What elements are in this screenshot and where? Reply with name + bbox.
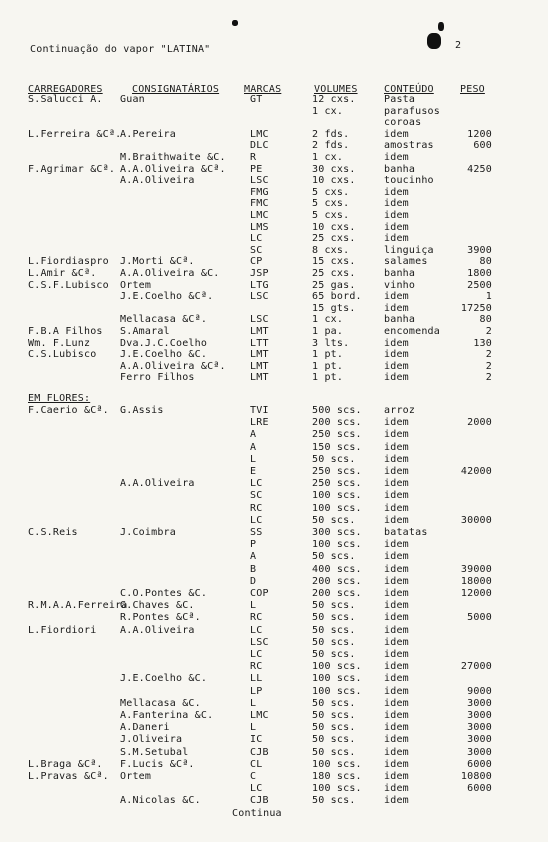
weight-cell: 2 [485,360,492,372]
volume-cell: 50 scs. [312,710,356,721]
volume-cell: 100 scs. [312,673,362,685]
volume-cell: 100 scs. [312,783,362,795]
content-cell: idem [384,372,409,384]
volume-cell: 65 bord. [312,291,362,303]
mark-cell: LC [250,514,263,526]
mark-cell: LL [250,673,263,685]
consignee-cell: J.E.Coelho &Cª. [120,291,214,303]
weight-cell: 3000 [467,746,492,758]
volume-cell: 50 scs. [312,734,356,746]
mark-cell: LRE [250,417,269,429]
content-cell: idem [384,233,409,245]
mark-cell: LSC [250,314,269,326]
mark-cell: RC [250,661,263,673]
mark-cell: JSP [250,268,269,279]
volume-cell: 15 cxs. [312,256,356,268]
volume-cell: 50 scs. [312,697,356,709]
consignee-cell: M.Braithwaite &C. [120,152,226,163]
volume-cell: 25 gas. [312,279,356,291]
page-number: 2 [455,40,462,51]
content-cell: idem [384,466,409,477]
content-cell: parafusos [384,105,440,117]
weight-cell: 2 [485,349,492,361]
header-volumes: VOLUMES [314,84,358,95]
content-cell: idem [384,441,409,453]
mark-cell: A [250,429,257,441]
consignee-cell: A.Pereira [120,128,176,140]
mark-cell: TVI [250,405,269,416]
content-cell: idem [384,221,409,233]
volume-cell: 50 scs. [312,795,356,807]
content-cell: idem [384,490,409,502]
volume-cell: 1 cx. [312,314,344,326]
content-cell: idem [384,685,409,697]
shipper-cell: F.B.A Filhos [28,326,103,337]
content-cell: idem [384,588,409,599]
mark-cell: SS [250,527,263,538]
content-cell: idem [384,722,409,734]
weight-cell: 80 [479,256,492,268]
consignee-cell: C.O.Pontes &C. [120,588,208,599]
content-cell: idem [384,186,409,198]
content-cell: idem [384,198,409,210]
consignee-cell: Guan [120,94,145,105]
header-marcas: MARCAS [244,84,282,95]
shipper-cell: L.Fiordiori [28,624,97,636]
mark-cell: CJB [250,746,269,758]
footer-continua: Continua [232,808,282,819]
weight-cell: 3000 [467,710,492,721]
consignee-cell: F.Lucis &Cª. [120,758,195,770]
shipper-cell: S.Salucci A. [28,94,103,105]
volume-cell: 1 pt. [312,360,344,372]
weight-cell: 6000 [467,783,492,795]
shipper-cell: L.Braga &Cª. [28,758,103,770]
mark-cell: E [250,466,257,477]
volume-cell: 50 scs. [312,722,356,734]
volume-cell: 2 fds. [312,140,350,152]
content-cell: idem [384,349,409,361]
mark-cell: LMC [250,710,269,721]
content-cell: banha [384,268,416,279]
mark-cell: LMT [250,360,269,372]
content-cell: idem [384,624,409,636]
consignee-cell: Mellacasa &Cª. [120,314,208,326]
ink-blot [427,33,441,49]
content-cell: idem [384,210,409,221]
volume-cell: 50 scs. [312,514,356,526]
consignee-cell: A.A.Oliveira &Cª. [120,163,226,175]
mark-cell: LC [250,478,263,490]
shipper-cell: L.Fiordiaspro [28,256,109,268]
mark-cell: LP [250,685,263,697]
shipper-cell: C.S.F.Lubisco [28,279,109,291]
mark-cell: LMS [250,221,269,233]
volume-cell: 300 scs. [312,527,362,538]
header-consignatarios: CONSIGNATÁRIOS [132,84,220,95]
content-cell: linguiça [384,244,434,256]
mark-cell: LSC [250,636,269,648]
weight-cell: 80 [479,314,492,326]
weight-cell: 2000 [467,417,492,429]
content-cell: idem [384,697,409,709]
consignee-cell: A.Nicolas &C. [120,795,201,807]
content-cell: idem [384,291,409,303]
weight-cell: 18000 [460,575,492,587]
mark-cell: D [250,575,257,587]
weight-cell: 600 [473,140,492,152]
content-cell: idem [384,795,409,807]
consignee-cell: Dva.J.C.Coelho [120,337,208,349]
mark-cell: LTG [250,279,269,291]
content-cell: idem [384,502,409,514]
volume-cell: 100 scs. [312,502,362,514]
mark-cell: LC [250,649,263,660]
content-cell: idem [384,563,409,575]
weight-cell: 2 [485,326,492,337]
mark-cell: IC [250,734,263,746]
mark-cell: R [250,152,257,163]
volume-cell: 3 lts. [312,337,350,349]
weight-cell: 9000 [467,685,492,697]
volume-cell: 15 gts. [312,302,356,314]
weight-cell: 17250 [460,302,492,314]
volume-cell: 10 cxs. [312,221,356,233]
weight-cell: 130 [473,337,492,349]
content-cell: idem [384,337,409,349]
volume-cell: 100 scs. [312,758,362,770]
volume-cell: 200 scs. [312,417,362,429]
content-cell: arroz [384,405,416,416]
volume-cell: 5 cxs. [312,210,350,221]
content-cell: idem [384,636,409,648]
mark-cell: L [250,600,257,612]
weight-cell: 2500 [467,279,492,291]
mark-cell: CJB [250,795,269,807]
mark-cell: L [250,722,257,734]
weight-cell: 42000 [460,466,492,477]
content-cell: idem [384,746,409,758]
content-cell: idem [384,539,409,551]
content-cell: Pasta [384,94,416,105]
weight-cell: 6000 [467,758,492,770]
volume-cell: 250 scs. [312,478,362,490]
volume-cell: 100 scs. [312,661,362,673]
mark-cell: LTT [250,337,269,349]
volume-cell: 25 cxs. [312,233,356,245]
section-label: EM FLORES: [28,393,91,404]
content-cell: idem [384,612,409,624]
content-cell: idem [384,673,409,685]
weight-cell: 39000 [460,563,492,575]
volume-cell: 1 pa. [312,326,344,337]
consignee-cell: G.Assis [120,405,164,416]
volume-cell: 50 scs. [312,551,356,563]
header-conteudo: CONTEÚDO [384,84,434,95]
mark-cell: LSC [250,291,269,303]
mark-cell: GT [250,94,263,105]
volume-cell: 200 scs. [312,588,362,599]
content-cell: idem [384,360,409,372]
content-cell: banha [384,163,416,175]
content-cell: coroas [384,117,422,129]
mark-cell: SC [250,244,263,256]
content-cell: amostras [384,140,434,152]
volume-cell: 100 scs. [312,539,362,551]
volume-cell: 250 scs. [312,429,362,441]
shipper-cell: F.Agrimar &Cª. [28,163,116,175]
weight-cell: 1800 [467,268,492,279]
shipper-cell: R.M.A.A.Ferreira [28,600,128,612]
mark-cell: LC [250,233,263,245]
mark-cell: LMT [250,349,269,361]
mark-cell: P [250,539,257,551]
consignee-cell: J.Coimbra [120,527,176,538]
header-carregadores: CARREGADORES [28,84,103,95]
weight-cell: 30000 [460,514,492,526]
content-cell: idem [384,478,409,490]
volume-cell: 50 scs. [312,746,356,758]
mark-cell: L [250,453,257,465]
volume-cell: 30 cxs. [312,163,356,175]
shipper-cell: Wm. F.Lunz [28,337,91,349]
mark-cell: LC [250,624,263,636]
weight-cell: 10800 [460,771,492,782]
volume-cell: 150 scs. [312,441,362,453]
consignee-cell: A.A.Oliveira &C. [120,268,220,279]
volume-cell: 50 scs. [312,624,356,636]
weight-cell: 3900 [467,244,492,256]
volume-cell: 50 scs. [312,453,356,465]
weight-cell: 27000 [460,661,492,673]
consignee-cell: S.M.Setubal [120,746,189,758]
shipper-cell: L.Ferreira &Cª. [28,128,122,140]
volume-cell: 1 pt. [312,349,344,361]
mark-cell: PE [250,163,263,175]
weight-cell: 1200 [467,128,492,140]
volume-cell: 1 pt. [312,372,344,384]
consignee-cell: A.A.Oliveira &Cª. [120,360,226,372]
content-cell: idem [384,514,409,526]
mark-cell: SC [250,490,263,502]
volume-cell: 1 cx. [312,105,344,117]
page-title: Continuação do vapor "LATINA" [30,44,211,55]
volume-cell: 5 cxs. [312,198,350,210]
mark-cell: LMC [250,128,269,140]
content-cell: idem [384,661,409,673]
consignee-cell: G.Chaves &C. [120,600,195,612]
weight-cell: 2 [485,372,492,384]
mark-cell: DLC [250,140,269,152]
content-cell: idem [384,551,409,563]
mark-cell: CP [250,256,263,268]
content-cell: idem [384,758,409,770]
content-cell: idem [384,649,409,660]
consignee-cell: R.Pontes &Cª. [120,612,201,624]
content-cell: idem [384,575,409,587]
volume-cell: 100 scs. [312,685,362,697]
content-cell: idem [384,600,409,612]
consignee-cell: Ferro Filhos [120,372,195,384]
mark-cell: L [250,697,257,709]
mark-cell: FMC [250,198,269,210]
shipper-cell: C.S.Lubisco [28,349,97,361]
volume-cell: 100 scs. [312,490,362,502]
weight-cell: 12000 [460,588,492,599]
content-cell: idem [384,152,409,163]
content-cell: idem [384,734,409,746]
consignee-cell: A.A.Oliveira [120,478,195,490]
content-cell: salames [384,256,428,268]
ink-blot [438,22,444,31]
content-cell: idem [384,417,409,429]
weight-cell: 5000 [467,612,492,624]
mark-cell: FMG [250,186,269,198]
consignee-cell: A.Fanterina &C. [120,710,214,721]
shipper-cell: L.Pravas &Cª. [28,771,109,782]
mark-cell: C [250,771,257,782]
volume-cell: 50 scs. [312,636,356,648]
content-cell: idem [384,710,409,721]
consignee-cell: A.Daneri [120,722,170,734]
shipper-cell: C.S.Reis [28,527,78,538]
mark-cell: RC [250,612,263,624]
volume-cell: 200 scs. [312,575,362,587]
content-cell: toucinho [384,175,434,187]
volume-cell: 12 cxs. [312,94,356,105]
volume-cell: 50 scs. [312,600,356,612]
mark-cell: LSC [250,175,269,187]
consignee-cell: A.A.Oliveira [120,175,195,187]
volume-cell: 180 scs. [312,771,362,782]
weight-cell: 3000 [467,722,492,734]
weight-cell: 3000 [467,697,492,709]
consignee-cell: J.E.Coelho &C. [120,349,208,361]
volume-cell: 50 scs. [312,612,356,624]
mark-cell: A [250,551,257,563]
weight-cell: 4250 [467,163,492,175]
consignee-cell: S.Amaral [120,326,170,337]
volume-cell: 5 cxs. [312,186,350,198]
content-cell: idem [384,128,409,140]
ink-blot [232,20,238,26]
consignee-cell: J.E.Coelho &C. [120,673,208,685]
content-cell: encomenda [384,326,440,337]
content-cell: idem [384,771,409,782]
mark-cell: B [250,563,257,575]
volume-cell: 500 scs. [312,405,362,416]
consignee-cell: Mellacasa &C. [120,697,201,709]
mark-cell: LMC [250,210,269,221]
mark-cell: RC [250,502,263,514]
content-cell: batatas [384,527,428,538]
content-cell: idem [384,453,409,465]
mark-cell: CL [250,758,263,770]
volume-cell: 25 cxs. [312,268,356,279]
weight-cell: 1 [485,291,492,303]
volume-cell: 2 fds. [312,128,350,140]
mark-cell: LMT [250,326,269,337]
consignee-cell: A.A.Oliveira [120,624,195,636]
content-cell: vinho [384,279,416,291]
shipper-cell: F.Caerio &Cª. [28,405,109,416]
mark-cell: LMT [250,372,269,384]
content-cell: idem [384,429,409,441]
consignee-cell: J.Morti &Cª. [120,256,195,268]
volume-cell: 10 cxs. [312,175,356,187]
mark-cell: A [250,441,257,453]
consignee-cell: J.Oliveira [120,734,183,746]
volume-cell: 50 scs. [312,649,356,660]
volume-cell: 1 cx. [312,152,344,163]
volume-cell: 250 scs. [312,466,362,477]
content-cell: idem [384,783,409,795]
volume-cell: 8 cxs. [312,244,350,256]
header-peso: PESO [460,84,485,95]
content-cell: idem [384,302,409,314]
consignee-cell: Ortem [120,279,152,291]
shipper-cell: L.Amir &Cª. [28,268,97,279]
consignee-cell: Ortem [120,771,152,782]
weight-cell: 3000 [467,734,492,746]
content-cell: banha [384,314,416,326]
mark-cell: LC [250,783,263,795]
volume-cell: 400 scs. [312,563,362,575]
mark-cell: COP [250,588,269,599]
